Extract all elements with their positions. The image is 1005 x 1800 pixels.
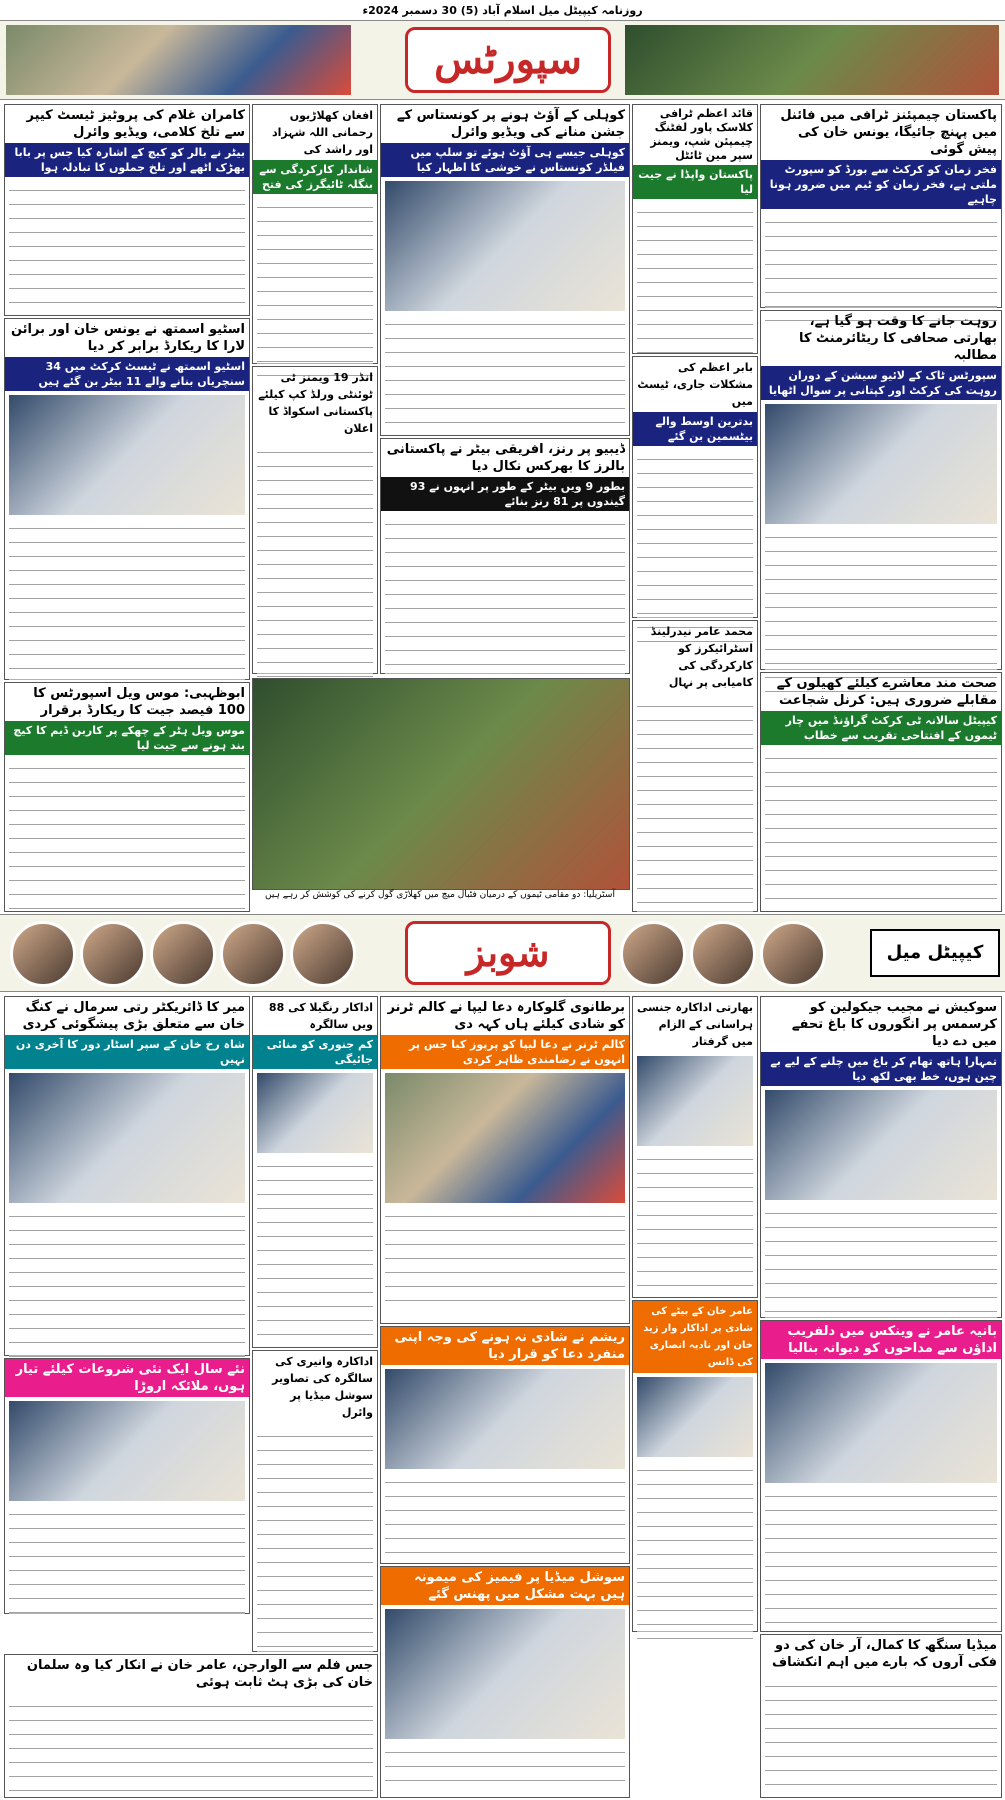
celeb-photo [150, 921, 216, 987]
subhead: اسٹیو اسمتھ نے ٹیسٹ کرکٹ میں 34 سنچریاں بنانے والے 11 بیٹر بن گئے ہیں [5, 357, 249, 391]
article-s1 [760, 996, 1002, 1318]
article-photo [9, 395, 245, 515]
headline: اداکارہ وانیری کی سالگرہ کی تصاویر سوشل میڈیا پر وائرل [272, 1355, 373, 1419]
headline: سوشل میڈیا پر فیمیز کی میمونہ ہیں بہت مشکل میں پھنس گئے [381, 1567, 629, 1605]
article-photo [9, 1073, 245, 1203]
article-photo [385, 1369, 625, 1469]
dateline: روزنامہ کیپیٹل میل اسلام آباد (5) 30 دسمبر 2024ء [362, 4, 643, 17]
sports-banner [0, 20, 1005, 100]
article-h9 [380, 438, 630, 674]
celeb-photo [290, 921, 356, 987]
article-photo [257, 1073, 373, 1153]
subhead: کیپیٹل سالانہ ٹی کرکٹ گراؤنڈ میں چار ٹیموں کے افتتاحی تقریب سے خطاب [761, 711, 1001, 745]
article-s9 [4, 1358, 250, 1614]
headline: محمد عامر نیدرلینڈ اسٹرائیکرز کو کارکردگی کی کامیابی پر نہال [650, 625, 753, 689]
subhead: موس ویل ہٹر کے چھکے پر کاربن ڈیم کا کیچ بند ہونے سے جیت لیا [5, 721, 249, 755]
article-s10 [760, 1320, 1002, 1632]
article-photo [765, 404, 997, 524]
subhead: بدترین اوسط والے بیٹسمین بن گئے [633, 412, 757, 446]
article-h8 [252, 366, 378, 674]
showbiz-logo: شوبز [405, 921, 611, 985]
headline: بھارتی اداکارہ جنسی ہراسانی کے الزام میں گرفتار [636, 1001, 753, 1048]
subhead: شاہ رخ خان کے سپر اسٹار دور کا آخری دن نہیں [5, 1035, 249, 1069]
headline: بانیہ عامر نے وینکس میں دلفریب اداؤں سے مداحوں کو دیوانہ بنالیا [761, 1321, 1001, 1359]
brand-logo: کیپیٹل میل [870, 929, 1000, 977]
subhead: سپورٹس ٹاک کے لائیو سیشن کے دوران روہت کی کرکٹ اور کپتانی پر سوال اٹھایا [761, 366, 1001, 400]
article-photo [637, 1056, 753, 1146]
headline: صحت مند معاشرے کیلئے کھیلوں کے مقابلے ضروری ہیں: کرنل شجاعت [776, 676, 997, 708]
article-s11 [380, 1566, 630, 1798]
football-photo [252, 678, 630, 890]
article-h10 [4, 318, 250, 680]
headline: بابر اعظم کی مشکلات جاری، ٹیسٹ میں [637, 361, 753, 408]
article-s2 [632, 996, 758, 1298]
headline: پاکستان چیمپئنز ٹرافی میں فائنل میں پہنچ جائیگا، یونس خان کی پیش گوئی [780, 108, 997, 157]
subhead: شاندار کارکردگی سے بنگلہ ٹائیگرز کی فتح [253, 160, 377, 194]
celeb-photo [220, 921, 286, 987]
article-h5 [4, 104, 250, 316]
headline: انڈر 19 ویمنز ٹی ٹوئنٹی ورلڈ کپ کیلئے پاکستانی اسکواڈ کا اعلان [258, 371, 373, 435]
article-s4 [252, 996, 378, 1348]
article-h4 [252, 104, 378, 364]
photo-caption: آسٹریلیا: دو مقامی ٹیموں کے درمیان فٹبال میچ میں کھلاڑی گول کرنے کی کوشش کر رہے ہیں [265, 890, 615, 900]
article-h1 [760, 104, 1002, 308]
article-photo [9, 1401, 245, 1501]
subhead: کوہلی جیسے ہی آؤٹ ہوئے تو سلپ میں فیلڈر کونستاس نے خوشی کا اظہار کیا [381, 143, 629, 177]
sports-logo: سپورٹس [405, 27, 611, 93]
article-h6 [760, 310, 1002, 670]
article-s13 [760, 1634, 1002, 1798]
celeb-photo [620, 921, 686, 987]
article-s6 [632, 1300, 758, 1632]
article-photo [385, 1609, 625, 1739]
celeb-photo [690, 921, 756, 987]
article-h11 [632, 620, 758, 912]
article-photo [385, 181, 625, 311]
article-s7 [380, 1326, 630, 1564]
article-photo [765, 1363, 997, 1483]
article-photo [765, 1090, 997, 1200]
celeb-photo [10, 921, 76, 987]
subhead: بطور 9 ویں بیٹر کے طور پر انہوں نے 93 گیندوں پر 81 رنز بنائے [381, 477, 629, 511]
headline: ابوظہبی: موس ویل اسپورٹس کا 100 فیصد جیت کا ریکارڈ برقرار [33, 686, 245, 718]
headline: جس فلم سے الوارجن، عامر خان نے انکار کیا وہ سلمان خان کی بڑی ہٹ ثابت ہوئی [26, 1658, 373, 1690]
headline: ریشم نے شادی نہ ہونے کی وجہ اپنی منفرد دعا کو قرار دیا [381, 1327, 629, 1365]
celeb-photo [80, 921, 146, 987]
headline: میڈیا سنگھ کا کمال، آر خان کی دو فکی آروں کہ بارے میں اہم انکشاف [772, 1638, 997, 1670]
headline: اسٹیو اسمتھ نے یونس خان اور برائن لارا کا ریکارڈ برابر کر دیا [10, 322, 245, 354]
headline: سوکیش نے مجیب جیکولین کو کرسمس پر انگوروں کا باغ تحفے میں دے دیا [791, 1000, 997, 1049]
headline: روہت جانے کا وقت ہو گیا ہے، بھارتی صحافی کا ریٹائرمنٹ کا مطالبہ [799, 314, 997, 363]
headline: ڈیبیو پر رنز، افریقی بیٹر نے پاکستانی بالرز کا بھرکس نکال دیا [386, 442, 625, 474]
subhead: پاکستان واپڈا نے جیت لیا [633, 165, 757, 199]
headline: کامران غلام کی پروٹیز ٹیسٹ کیپر سے تلخ کلامی، ویڈیو وائرل [26, 108, 245, 140]
headline: قائد اعظم ٹرافی کلاسک پاور لفٹنگ چیمپئن شپ، ویمنز سپر مین ٹائٹل [650, 107, 753, 162]
headline: میر کا ڈائریکٹر رتی سرمال نے کنگ خان سے متعلق بڑی پیشگوئی کردی [22, 1000, 245, 1032]
article-s8 [252, 1350, 378, 1652]
headline: کوہلی کے آؤٹ ہونے پر کونستاس کے جشن منانے کی ویڈیو وائرل [396, 108, 625, 140]
subhead: کم جنوری کو منائی جائیگی [253, 1035, 377, 1069]
banner-photo-right [625, 25, 999, 95]
article-h3 [380, 104, 630, 436]
article-photo [637, 1377, 753, 1457]
article-h7 [632, 356, 758, 618]
article-s3 [380, 996, 630, 1324]
article-s5 [4, 996, 250, 1356]
article-h13 [760, 672, 1002, 912]
subhead: فخر زمان کو کرکٹ سے بورڈ کو سپورٹ ملتی ہے، فخر زمان کو ٹیم میں ضرور ہونا چاہیے [761, 160, 1001, 209]
subhead: کالم ٹرنر نے دعا لیپا کو پرپوز کیا جس پر انہوں نے رضامندی ظاہر کردی [381, 1035, 629, 1069]
banner-photo-left [6, 25, 351, 95]
headline: عامر خان کے بیٹے کی شادی پر اداکار وار زید خان اور نادیہ انصاری کی ڈانس [633, 1301, 757, 1373]
headline: برطانوی گلوکارہ دعا لیپا نے کالم ٹرنر کو شادی کیلئے ہاں کہہ دی [387, 1000, 625, 1032]
article-photo [385, 1073, 625, 1203]
subhead: تمہارا ہاتھ تھام کر باغ میں چلنے کے لیے بے چین ہوں، خط بھی لکھ دیا [761, 1052, 1001, 1086]
article-s12 [4, 1654, 378, 1798]
headline: نئے سال ایک نئی شروعات کیلئے تیار ہوں، ملائکہ اروڑا [5, 1359, 249, 1397]
celeb-photo [760, 921, 826, 987]
article-h12 [4, 682, 250, 912]
subhead: بیٹر نے بالر کو کیچ کے اشارہ کیا جس پر بابا بھڑک اٹھے اور تلخ جملوں کا تبادلہ ہوا [5, 143, 249, 177]
headline: اداکار رنگیلا کی 88 ویں سالگرہ [268, 1001, 373, 1031]
article-h2 [632, 104, 758, 354]
headline: افغان کھلاڑیوں رحمانی اللہ شہزاد اور راشد کی [271, 109, 373, 156]
showbiz-banner [0, 914, 1005, 992]
